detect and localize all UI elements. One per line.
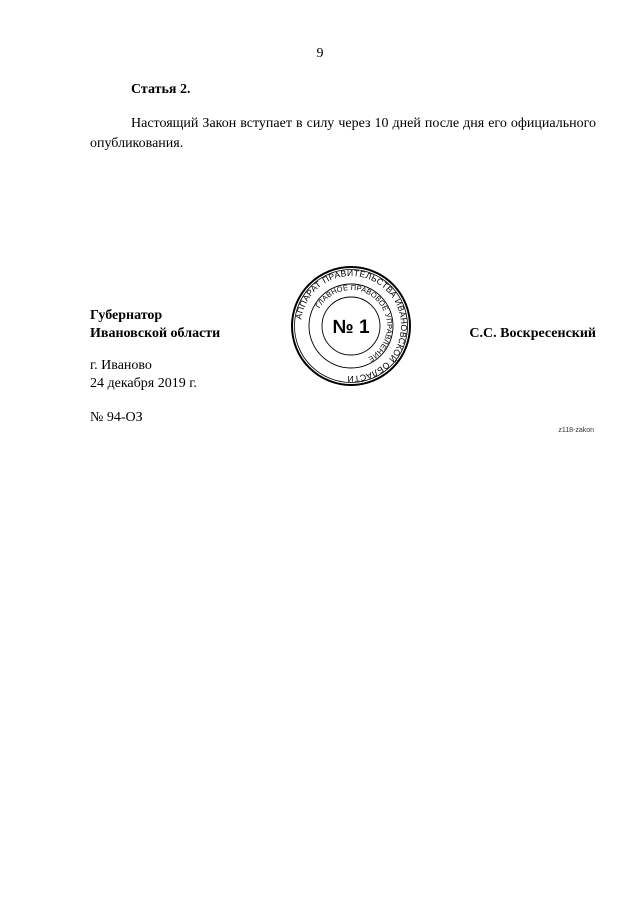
seal-number: № 1 bbox=[332, 317, 370, 338]
city: г. Иваново bbox=[90, 358, 152, 373]
page-number: 9 bbox=[316, 46, 324, 61]
seal-outer-text: АППАРАТ ПРАВИТЕЛЬСТВА ИВАНОВСКОЙ ОБЛАСТИ bbox=[293, 267, 410, 385]
official-seal bbox=[289, 264, 413, 388]
article-heading: Статья 2. bbox=[131, 82, 191, 97]
article-body: Настоящий Закон вступает в силу через 10 дней после дня его официального опубликования. bbox=[90, 116, 596, 151]
seal-inner-text: ГЛАВНОЕ ПРАВОВОЕ УПРАВЛЕНИЕ bbox=[313, 282, 395, 365]
governor-title-line1: Губернатор bbox=[90, 308, 163, 323]
governor-title-line2: Ивановской области bbox=[90, 326, 221, 341]
place-date bbox=[90, 357, 197, 393]
signing-date: 24 декабря 2019 г. bbox=[90, 376, 197, 391]
file-code: z118-zakon bbox=[558, 427, 594, 434]
law-number: № 94-ОЗ bbox=[90, 410, 143, 425]
governor-name: С.С. Воскресенский bbox=[469, 326, 596, 341]
governor-title bbox=[90, 307, 220, 343]
